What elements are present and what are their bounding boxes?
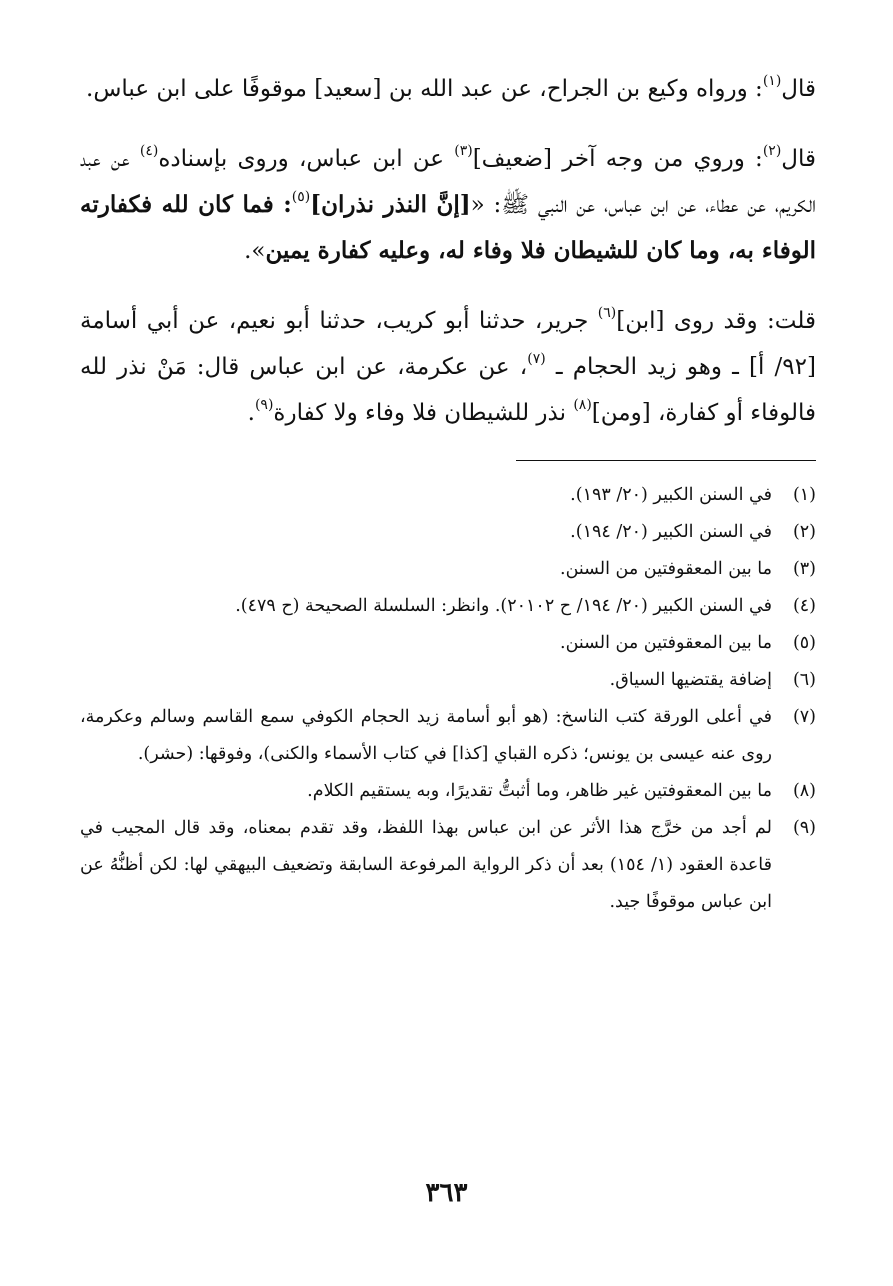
main-text [80, 66, 816, 436]
hadith-text: فما كان لله فكفارته الوفاء به، وما كان للشيطان فلا وفاء له، وعليه كفارة يمين [80, 191, 816, 264]
footnote-reference: (٣) [454, 143, 473, 160]
footnote-text: لم أجد من خرَّج هذا الأثر عن ابن عباس بهذا اللفظ، وقد تقدم بمعناه، وقد قال المجيب في قاعدة العقود (١/ ١٥٤) بعد أن ذكر الرواية المرفوعة السابقة وتضعيف البيهقي لها: لكن أظنُّهُ عن ابن عباس موقوفًا جيد. [80, 818, 772, 912]
text-run: عن عبد الكريم، عن عطاء، عن ابن عباس، عن النبي ﷺ: « [80, 146, 816, 218]
footnote-reference: (٢) [762, 143, 782, 160]
paragraph-1 [80, 66, 816, 112]
footnote-number: (٨) [792, 781, 816, 801]
footnote-text: في السنن الكبير (٢٠/ ١٩٤). [570, 522, 772, 542]
page-number: ٣٦٣ [425, 1178, 468, 1208]
footnote-5 [80, 625, 816, 662]
text-run: قلت: وقد روى [ابن] [616, 308, 816, 334]
footnote-divider [516, 460, 816, 461]
footnote-number: (٩) [792, 818, 816, 838]
footnote-reference: (٤) [139, 143, 159, 160]
footnote-reference: (٩) [254, 397, 274, 414]
footnote-7 [80, 699, 816, 773]
text-run: عن ابن عباس، وروى بإسناده [158, 146, 455, 172]
text-run: قال [781, 146, 816, 172]
footnote-text: ما بين المعقوفتين غير ظاهر، وما أثبتُّ تقديرًا، وبه يستقيم الكلام. [307, 781, 772, 801]
footnote-number: (٤) [792, 596, 816, 616]
footnote-text: إضافة يقتضيها السياق. [609, 670, 772, 690]
text-run: نذر للشيطان فلا وفاء ولا كفارة [273, 400, 574, 426]
text-run: . [247, 400, 255, 426]
text-run: ». [244, 238, 266, 264]
paragraph-3 [80, 298, 816, 436]
footnote-4 [80, 588, 816, 625]
footnote-1 [80, 477, 816, 514]
text-run: : ورواه وكيع بن الجراح، عن عبد الله بن [سعيد] موقوفًا على ابن عباس. [86, 76, 763, 102]
footnotes [80, 477, 816, 921]
document-page [80, 66, 816, 921]
footnote-number: (١) [792, 485, 816, 505]
footnote-6 [80, 662, 816, 699]
footnote-reference: (٥) [291, 189, 311, 206]
footnote-8 [80, 773, 816, 810]
hadith-text: [إنَّ النذر نذران] [310, 191, 471, 218]
footnote-reference: (٦) [597, 305, 617, 322]
footnote-reference: (٨) [573, 397, 592, 414]
text-run: ، عن عكرمة، عن ابن عباس قال: مَنْ نذر لله فالوفاء أو كفارة، [ومن] [80, 354, 816, 426]
footnote-text: ما بين المعقوفتين من السنن. [560, 633, 772, 653]
paragraph-2 [80, 136, 816, 274]
footnote-number: (٥) [792, 633, 816, 653]
footnote-2 [80, 514, 816, 551]
footnote-text: في السنن الكبير (٢٠/ ١٩٣). [570, 485, 772, 505]
footnote-reference: (٧) [527, 351, 546, 368]
footnote-number: (٣) [792, 559, 816, 579]
text-run: قال [781, 76, 816, 102]
footnote-number: (٢) [792, 522, 816, 542]
hadith-text: : [273, 191, 292, 218]
footnote-3 [80, 551, 816, 588]
footnote-text: في السنن الكبير (٢٠/ ١٩٤/ ح ٢٠١٠٢). وانظر: السلسلة الصحيحة (ح ٤٧٩). [235, 596, 772, 616]
footnote-text: ما بين المعقوفتين من السنن. [560, 559, 772, 579]
footnote-number: (٦) [792, 670, 816, 690]
footnote-reference: (١) [762, 73, 782, 90]
footnote-text: في أعلى الورقة كتب الناسخ: (هو أبو أسامة زيد الحجام الكوفي سمع القاسم وسالم وعكرمة، روى عنه عيسى بن يونس؛ ذكره القباي [كذا] في كتاب الأسماء والكنى)، وفوقها: (حشر). [80, 707, 772, 764]
footnote-number: (٧) [792, 707, 816, 727]
text-run: جرير، حدثنا أبو كريب، حدثنا أبو نعيم، عن أبي أسامة [٩٢/ أ] ـ وهو زيد الحجام ـ [80, 308, 816, 380]
text-run: : وروي من وجه آخر [ضعيف] [472, 146, 763, 172]
footnote-9 [80, 810, 816, 921]
